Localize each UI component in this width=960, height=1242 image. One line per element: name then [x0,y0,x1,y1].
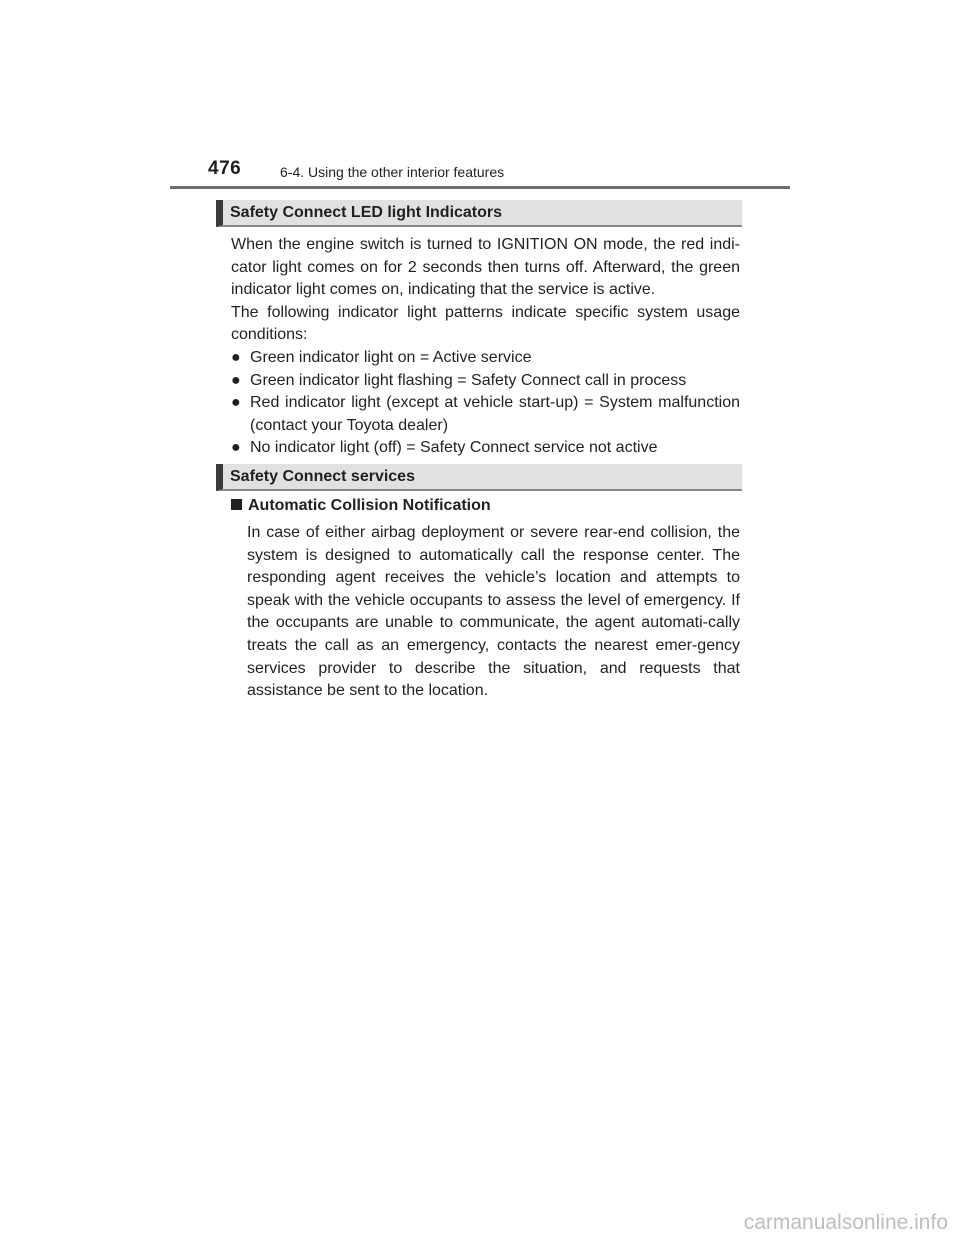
section-title: Safety Connect LED light Indicators [230,204,503,221]
section-heading-services [216,464,742,491]
list-item-text: Green indicator light flashing = Safety Connect call in process [250,371,687,389]
paragraph: When the engine switch is turned to IGNITION ON mode, the red indi-cator light comes on for 2 seconds then turns off. Afterward, the green indicator light comes on, indicating that the service is active. [231,236,740,299]
header-rule [170,186,790,189]
footer-watermark: carmanualsonline.info [743,1211,948,1234]
list-item [231,347,740,370]
section-heading-led-indicators [216,200,742,227]
indicator-pattern-list [231,347,740,460]
subheading-text: Automatic Collision Notification [248,497,491,514]
black-circle-icon: ● [231,394,241,412]
list-item [231,370,740,393]
running-header: 6-4. Using the other interior features [280,164,505,180]
list-item [231,437,740,460]
subheading-collision-notification [231,497,491,515]
black-circle-icon: ● [231,348,241,366]
section-title: Safety Connect services [230,468,415,485]
list-item [231,392,740,437]
list-item-text: Red indicator light (except at vehicle start-up) = System malfunction (contact your Toyota dealer) [250,394,740,434]
list-item-text: No indicator light (off) = Safety Connect service not active [250,439,658,457]
collision-notification-body: In case of either airbag deployment or severe rear-end collision, the system is designed to automatically call the response center. The responding agent receives the vehicle’s location and attempts to speak with the vehicle occupants to assess the level of emergency. If the occupants are unable to communicate, the agent automati-cally treats the call as an emergency, contacts the nearest emer-gency services provider to describe the situation, and requests that assistance be sent to the location. [247,524,740,700]
paragraph: The following indicator light patterns indicate specific system usage conditions: [231,303,740,344]
black-circle-icon: ● [231,439,241,457]
list-item-text: Green indicator light on = Active service [250,348,532,366]
led-indicators-body [231,234,740,460]
black-square-icon [231,499,242,510]
black-circle-icon: ● [231,371,241,389]
page-number: 476 [208,158,242,179]
